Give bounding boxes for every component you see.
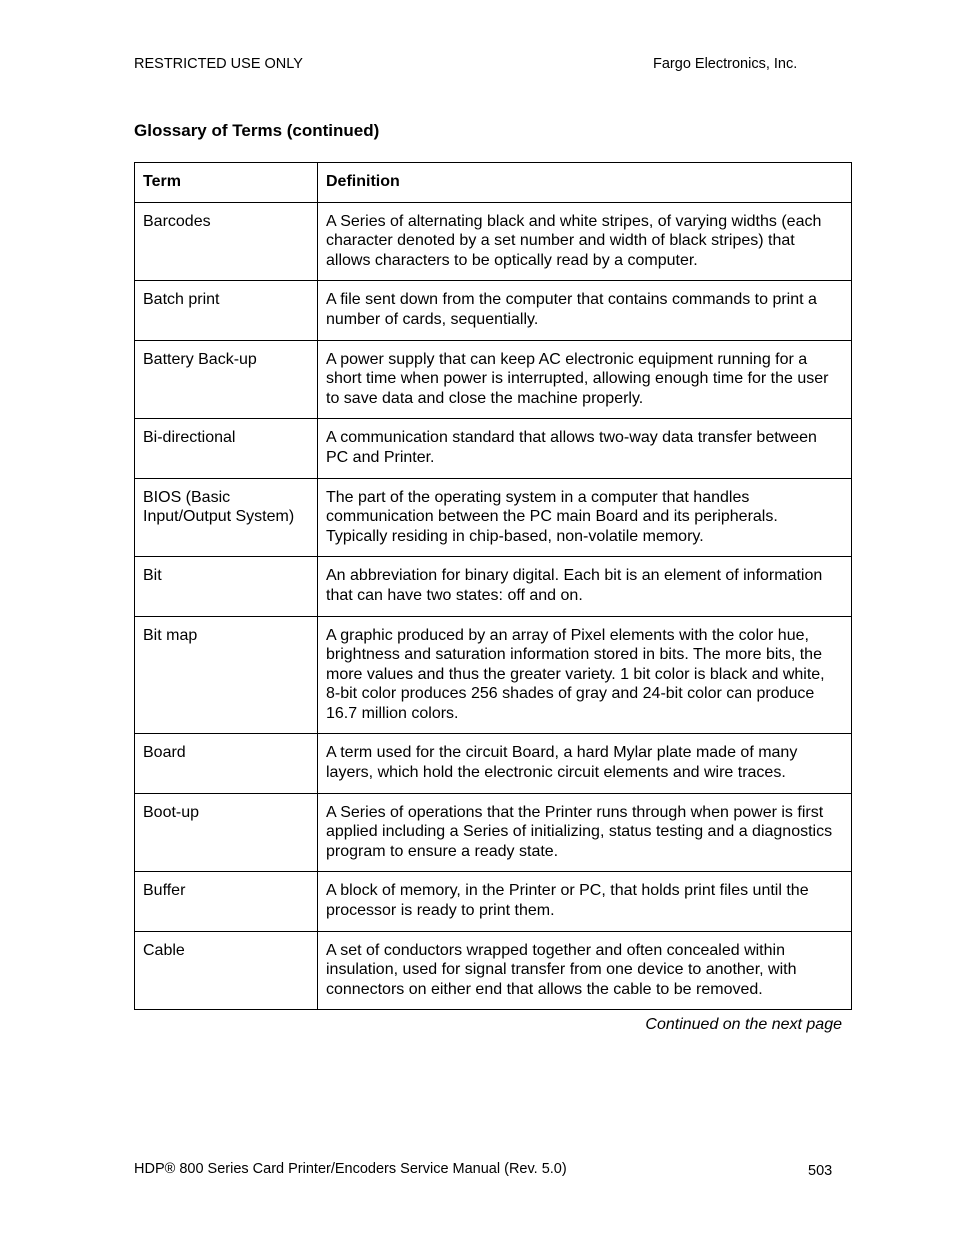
table-row	[135, 734, 852, 793]
term-cell: Battery Back-up	[135, 340, 318, 419]
definition-cell: A set of conductors wrapped together and often concealed within insulation, used for signal transfer from one device to another, with connectors on either end that allows the cable to be removed.	[318, 931, 852, 1010]
definition-cell: A communication standard that allows two-way data transfer between PC and Printer.	[318, 419, 852, 478]
term-cell: BIOS (Basic Input/Output System)	[135, 478, 318, 557]
term-cell: Boot-up	[135, 793, 318, 872]
column-header-term: Term	[135, 163, 318, 203]
table-row	[135, 202, 852, 281]
table-row	[135, 557, 852, 616]
glossary-table	[134, 162, 852, 1010]
term-cell: Bi-directional	[135, 419, 318, 478]
table-row	[135, 931, 852, 1010]
term-cell: Cable	[135, 931, 318, 1010]
definition-cell: An abbreviation for binary digital. Each bit is an element of information that can have two states: off and on.	[318, 557, 852, 616]
continued-note: Continued on the next page	[645, 1016, 842, 1033]
term-cell: Bit	[135, 557, 318, 616]
definition-cell: A graphic produced by an array of Pixel elements with the color hue, brightness and saturation information stored in bits. The more bits, the more values and thus the greater variety. 1 bit color is black and white, 8-bit color produces 256 shades of gray and 24-bit color can produce 16.7 million colors.	[318, 616, 852, 734]
table-row	[135, 281, 852, 340]
term-cell: Batch print	[135, 281, 318, 340]
table-row	[135, 616, 852, 734]
table-row	[135, 478, 852, 557]
definition-cell: A Series of alternating black and white stripes, of varying widths (each character denoted by a set number and width of black stripes) that allows characters to be optically read by a computer.	[318, 202, 852, 281]
table-row	[135, 872, 852, 931]
definition-cell: A power supply that can keep AC electronic equipment running for a short time when power is interrupted, allowing enough time for the user to save data and close the machine properly.	[318, 340, 852, 419]
term-cell: Barcodes	[135, 202, 318, 281]
definition-cell: A Series of operations that the Printer runs through when power is first applied including a Series of initializing, status testing and a diagnostics program to ensure a ready state.	[318, 793, 852, 872]
table-row	[135, 419, 852, 478]
table-row	[135, 793, 852, 872]
definition-cell: The part of the operating system in a computer that handles communication between the PC main Board and its peripherals. Typically residing in chip-based, non-volatile memory.	[318, 478, 852, 557]
table-row	[135, 340, 852, 419]
header-restricted-label: RESTRICTED USE ONLY	[134, 56, 303, 72]
column-header-definition: Definition	[318, 163, 852, 203]
term-cell: Bit map	[135, 616, 318, 734]
header-company-name: Fargo Electronics, Inc.	[653, 56, 798, 72]
definition-cell: A file sent down from the computer that contains commands to print a number of cards, sequentially.	[318, 281, 852, 340]
section-title: Glossary of Terms (continued)	[134, 121, 380, 140]
table-header-row	[135, 163, 852, 203]
footer-manual-title: HDP® 800 Series Card Printer/Encoders Service Manual (Rev. 5.0)	[134, 1161, 567, 1177]
footer-page-number: 503	[808, 1163, 833, 1179]
definition-cell: A block of memory, in the Printer or PC, that holds print files until the processor is ready to print them.	[318, 872, 852, 931]
term-cell: Board	[135, 734, 318, 793]
term-cell: Buffer	[135, 872, 318, 931]
definition-cell: A term used for the circuit Board, a hard Mylar plate made of many layers, which hold the electronic circuit elements and wire traces.	[318, 734, 852, 793]
